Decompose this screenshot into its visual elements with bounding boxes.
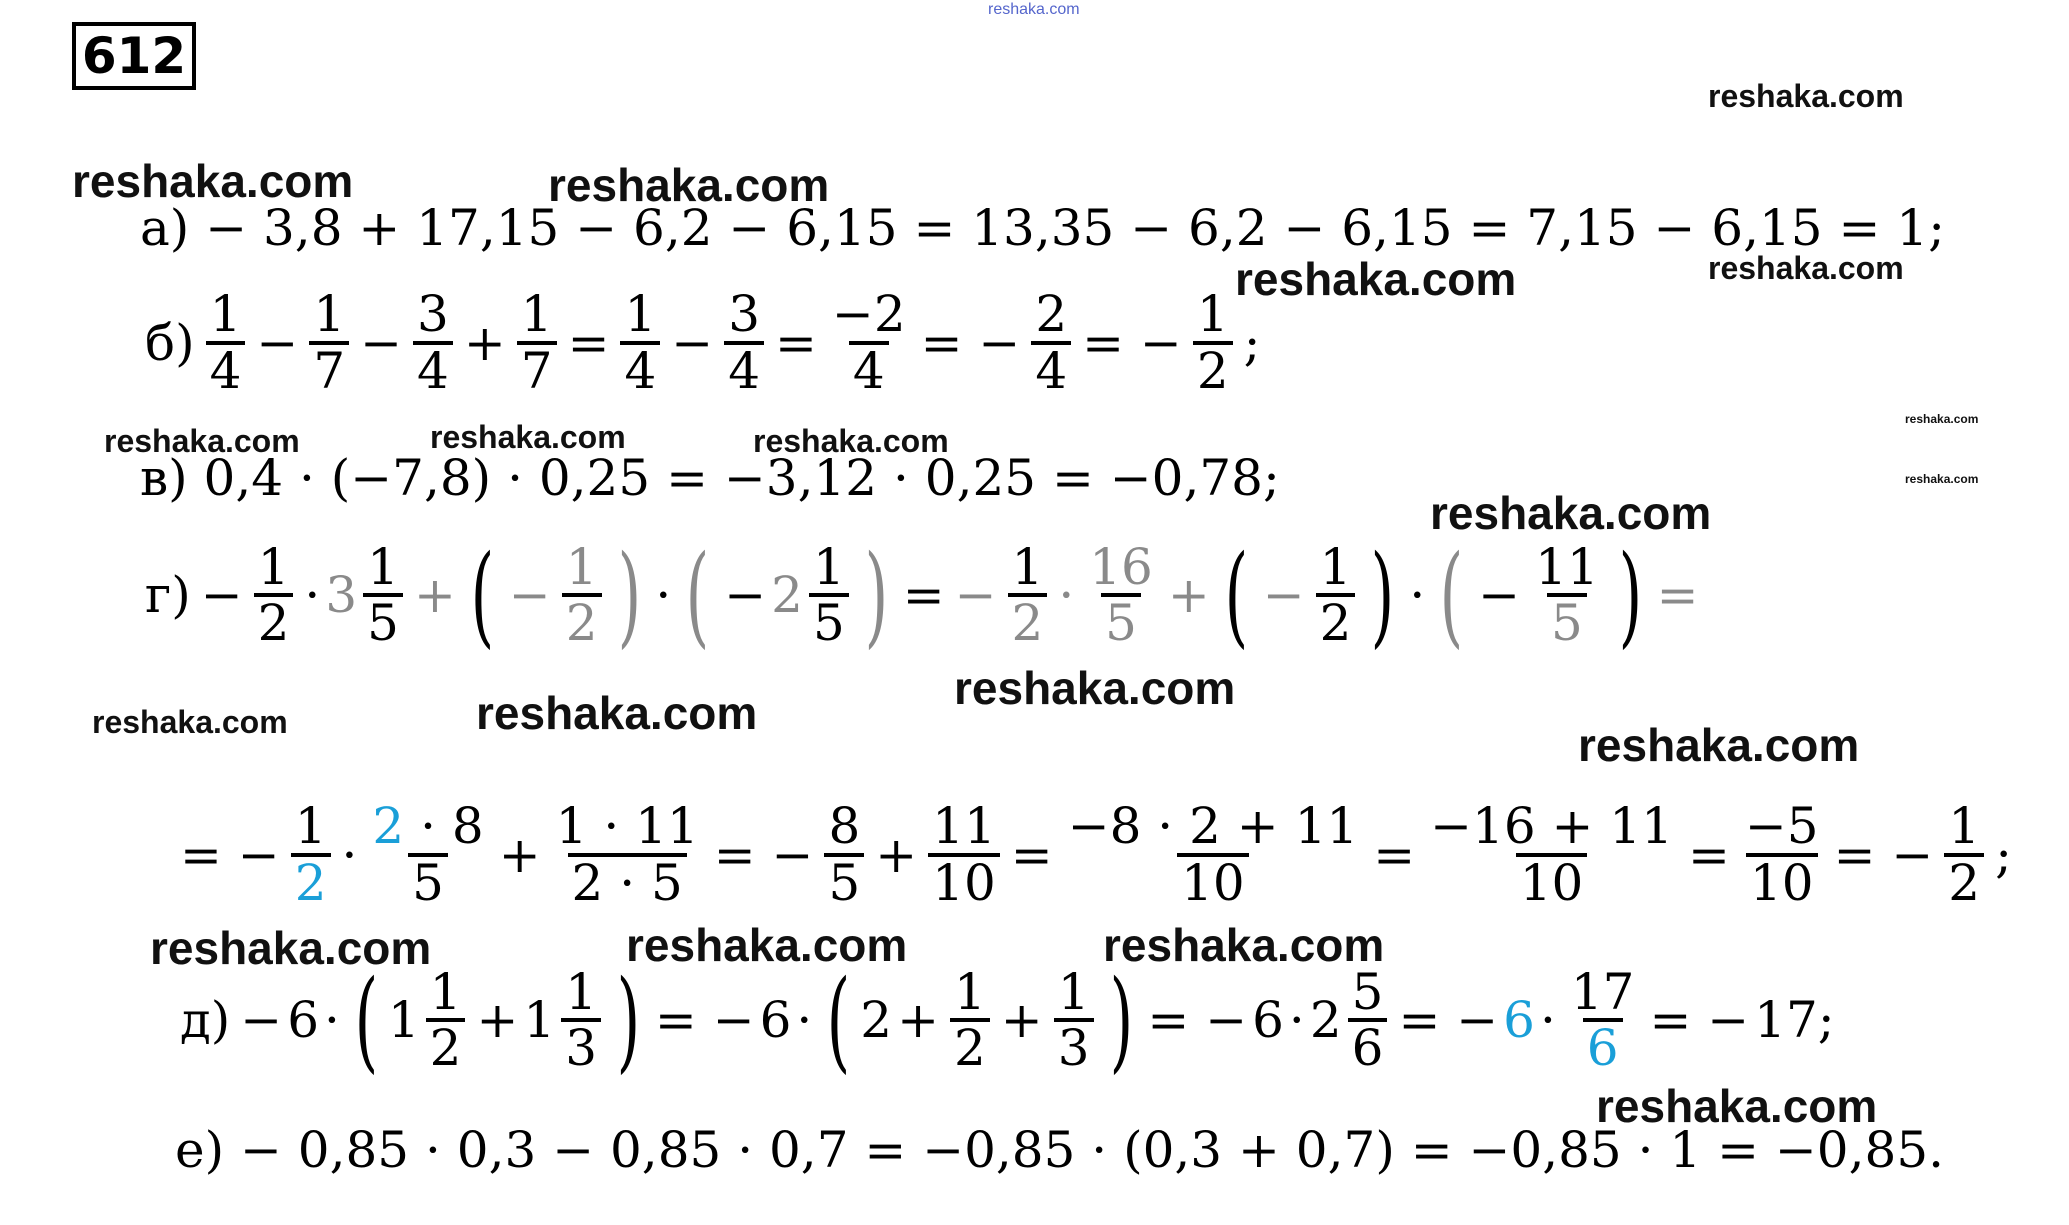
equation-a: а) − 3,8 + 17,15 − 6,2 − 6,15 = 13,35 − 6,2 − 6,15 = 7,15 − 6,15 = 1; — [140, 199, 1945, 257]
watermark: reshaka.com — [753, 423, 949, 459]
fraction — [309, 285, 349, 400]
watermark: reshaka.com — [1578, 719, 1860, 771]
denominator: 2 — [950, 1018, 990, 1075]
solution-line-v — [140, 449, 1280, 507]
denominator: 3 — [1054, 1018, 1094, 1075]
watermark: reshaka.com — [1235, 253, 1517, 305]
numerator: 2 — [1035, 285, 1068, 343]
denominator: 4 — [620, 341, 660, 398]
numerator: 3 — [728, 285, 761, 343]
denominator: 4 — [206, 341, 246, 398]
numerator: −16 + 11 — [1430, 797, 1673, 855]
fraction — [1426, 797, 1677, 912]
denominator: 5 — [824, 853, 864, 910]
watermark: reshaka.com — [954, 662, 1236, 714]
solution-line-b: б) $\frac{1}{4}$ − $\frac{1}{7}$ − $\frac{3}{4}$ + $\frac{1}{7}$ = $\frac{1}{4}$ − $\frac{3}{4}$ = $\frac{-2}{4}$ = − $\frac{2}{4}$ = − $\frac{1}{2}$ ; — [140, 288, 1266, 397]
denominator: 10 — [1177, 853, 1249, 910]
fraction — [517, 285, 557, 400]
numerator: 17 — [1570, 962, 1635, 1021]
fraction — [413, 285, 453, 400]
denominator: 10 — [1516, 853, 1588, 910]
solution-line-d: д) − 6 · ( 1 $\frac{1}{2}$ + 1 $\frac{1}{3}$ ) = − 6 · ( 2 + $\frac{1}{2}$ + $\frac{1}{3}$ ) = − 6 · 2 $\frac{5}{6}$ = − 6 · $\frac{17}{6}$ = − 17 ; — [175, 965, 1835, 1075]
fraction — [368, 797, 487, 912]
denominator: 5 — [809, 593, 849, 650]
item-label: г) — [145, 566, 191, 624]
numerator: 1 — [429, 962, 462, 1021]
fraction — [1316, 537, 1356, 652]
numerator: 11 — [1535, 537, 1599, 596]
fraction — [1944, 797, 1984, 912]
solution-line-g-continued: = − $\frac{1}{2}$ · $\frac{2 \cdot 8}{5}$ + $\frac{1 \cdot 11}{2 \cdot 5}$ = − $\frac{8}{5}$ + $\frac{11}{10}$ = $\frac{-8 \cdot 2 + 11}{10}$ = $\frac{-16 + 11}{10}$ = $\frac{-5}{10}$ = − $\frac{1}{2}$ ; — [180, 797, 2012, 912]
fraction — [809, 537, 849, 652]
fraction — [1064, 797, 1363, 912]
denominator: 4 — [849, 341, 889, 398]
fraction — [562, 537, 602, 652]
watermark: reshaka.com — [1708, 250, 1904, 286]
denominator: 2 — [1316, 593, 1356, 650]
denominator: 4 — [413, 341, 453, 398]
fraction — [206, 285, 246, 400]
watermark: reshaka.com — [72, 155, 354, 207]
watermark: reshaka.com — [476, 687, 758, 739]
fraction — [1567, 962, 1639, 1077]
fraction — [291, 797, 331, 912]
numerator: 2 · 8 — [372, 797, 484, 855]
fraction — [363, 537, 403, 652]
denominator: 3 — [561, 1018, 601, 1075]
numerator: 16 — [1089, 537, 1153, 596]
denominator: 4 — [724, 341, 764, 398]
solution-line-a — [140, 199, 1945, 257]
fraction — [1741, 797, 1823, 912]
numerator: 1 — [313, 285, 346, 343]
numerator: −5 — [1744, 797, 1819, 855]
denominator: 5 — [1547, 593, 1587, 650]
whole-part: 1 — [387, 991, 420, 1049]
numerator: 3 — [417, 285, 449, 343]
fraction — [1008, 537, 1048, 652]
denominator: 6 — [1583, 1018, 1623, 1075]
mixed-number — [325, 566, 358, 624]
denominator: 5 — [363, 593, 403, 650]
denominator: 7 — [517, 341, 557, 398]
numerator: 1 — [565, 537, 598, 596]
solution-line-g: г) − $\frac{1}{2}$ · 3 $\frac{1}{5}$ + ( − $\frac{1}{2}$ ) · ( − 2 $\frac{1}{5}$ ) = − $\frac{1}{2}$ · $\frac{16}{5}$ + ( − $\frac{1}{2}$ ) · ( − $\frac{11}{5}$ ) = — [140, 540, 1704, 650]
numerator: 1 — [1011, 537, 1044, 596]
item-label: б) — [145, 313, 195, 372]
fraction — [1085, 537, 1157, 652]
fraction — [928, 797, 1000, 912]
fraction — [950, 962, 990, 1077]
fraction — [1531, 537, 1603, 652]
item-label: д) — [180, 991, 231, 1049]
numerator: 1 — [367, 537, 399, 596]
fraction — [1193, 285, 1233, 400]
denominator: 2 — [562, 593, 602, 650]
fraction — [254, 537, 294, 652]
watermark: reshaka.com — [150, 922, 432, 974]
numerator: 1 — [294, 797, 327, 855]
denominator: 4 — [1031, 341, 1071, 398]
numerator: 1 — [1948, 797, 1981, 855]
watermark: reshaka.com — [1430, 487, 1712, 539]
denominator: 5 — [408, 853, 448, 910]
whole-part: 2 — [771, 566, 803, 624]
whole-part: 3 — [325, 566, 358, 624]
number: 6 — [759, 991, 792, 1049]
numerator: 5 — [1351, 962, 1384, 1021]
denominator: 2 — [254, 593, 294, 650]
denominator: 2 — [1193, 341, 1233, 398]
watermark: reshaka.com — [104, 423, 300, 459]
fraction — [620, 285, 660, 400]
watermark: reshaka.com — [1905, 412, 1979, 426]
number: 6 — [287, 991, 320, 1049]
watermark: reshaka.com — [430, 419, 626, 455]
watermark: reshaka.com — [988, 1, 1080, 18]
whole-part: 1 — [523, 991, 556, 1049]
whole-part: 2 — [1309, 991, 1342, 1049]
watermark: reshaka.com — [1103, 919, 1385, 971]
denominator: 2 — [291, 853, 331, 910]
fraction — [561, 962, 601, 1077]
watermark: reshaka.com — [92, 704, 288, 740]
numerator: 1 — [257, 537, 290, 596]
numerator: 1 — [1319, 537, 1352, 596]
fraction — [1054, 962, 1094, 1077]
watermark: reshaka.com — [548, 159, 830, 211]
numerator: 1 — [812, 537, 845, 596]
denominator: 2 · 5 — [568, 853, 687, 910]
numerator: 8 — [828, 797, 861, 855]
fraction — [824, 797, 864, 912]
denominator: 2 — [426, 1018, 466, 1075]
numerator: 1 — [624, 285, 657, 343]
watermark: reshaka.com — [626, 919, 908, 971]
number: 17 — [1754, 991, 1818, 1049]
fraction — [552, 797, 703, 912]
fraction — [724, 285, 764, 400]
fraction — [828, 285, 910, 400]
number: 6 — [1252, 991, 1284, 1049]
fraction — [1031, 285, 1071, 400]
watermark: reshaka.com — [1905, 472, 1979, 486]
numerator: 1 — [953, 962, 986, 1021]
numerator: 11 — [932, 797, 996, 855]
number: 2 — [860, 991, 893, 1049]
numerator: −2 — [831, 285, 906, 343]
denominator: 10 — [928, 853, 1000, 910]
denominator: 5 — [1101, 593, 1141, 650]
denominator: 2 — [1008, 593, 1048, 650]
solution-line-e — [175, 1121, 1945, 1179]
numerator: −8 · 2 + 11 — [1067, 797, 1359, 855]
denominator: 2 — [1944, 853, 1984, 910]
numerator: 1 — [1057, 962, 1090, 1021]
denominator: 10 — [1746, 853, 1818, 910]
numerator: 1 — [520, 285, 553, 343]
numerator: 1 — [1196, 285, 1229, 343]
numerator: 1 — [209, 285, 242, 343]
numerator: 1 — [565, 962, 597, 1021]
watermark: reshaka.com — [1596, 1080, 1878, 1132]
fraction — [1348, 962, 1388, 1077]
fraction — [426, 962, 466, 1077]
problem-number: 612 — [72, 22, 196, 90]
watermark: reshaka.com — [1708, 78, 1904, 114]
denominator: 7 — [309, 341, 349, 398]
number: 6 — [1503, 991, 1535, 1049]
numerator: 1 · 11 — [555, 797, 699, 855]
denominator: 6 — [1348, 1018, 1388, 1075]
equation-e: е) − 0,85 · 0,3 − 0,85 · 0,7 = −0,85 · (0,3 + 0,7) = −0,85 · 1 = −0,85. — [175, 1121, 1945, 1179]
equation-v: в) 0,4 · (−7,8) · 0,25 = −3,12 · 0,25 = −0,78; — [140, 449, 1280, 507]
